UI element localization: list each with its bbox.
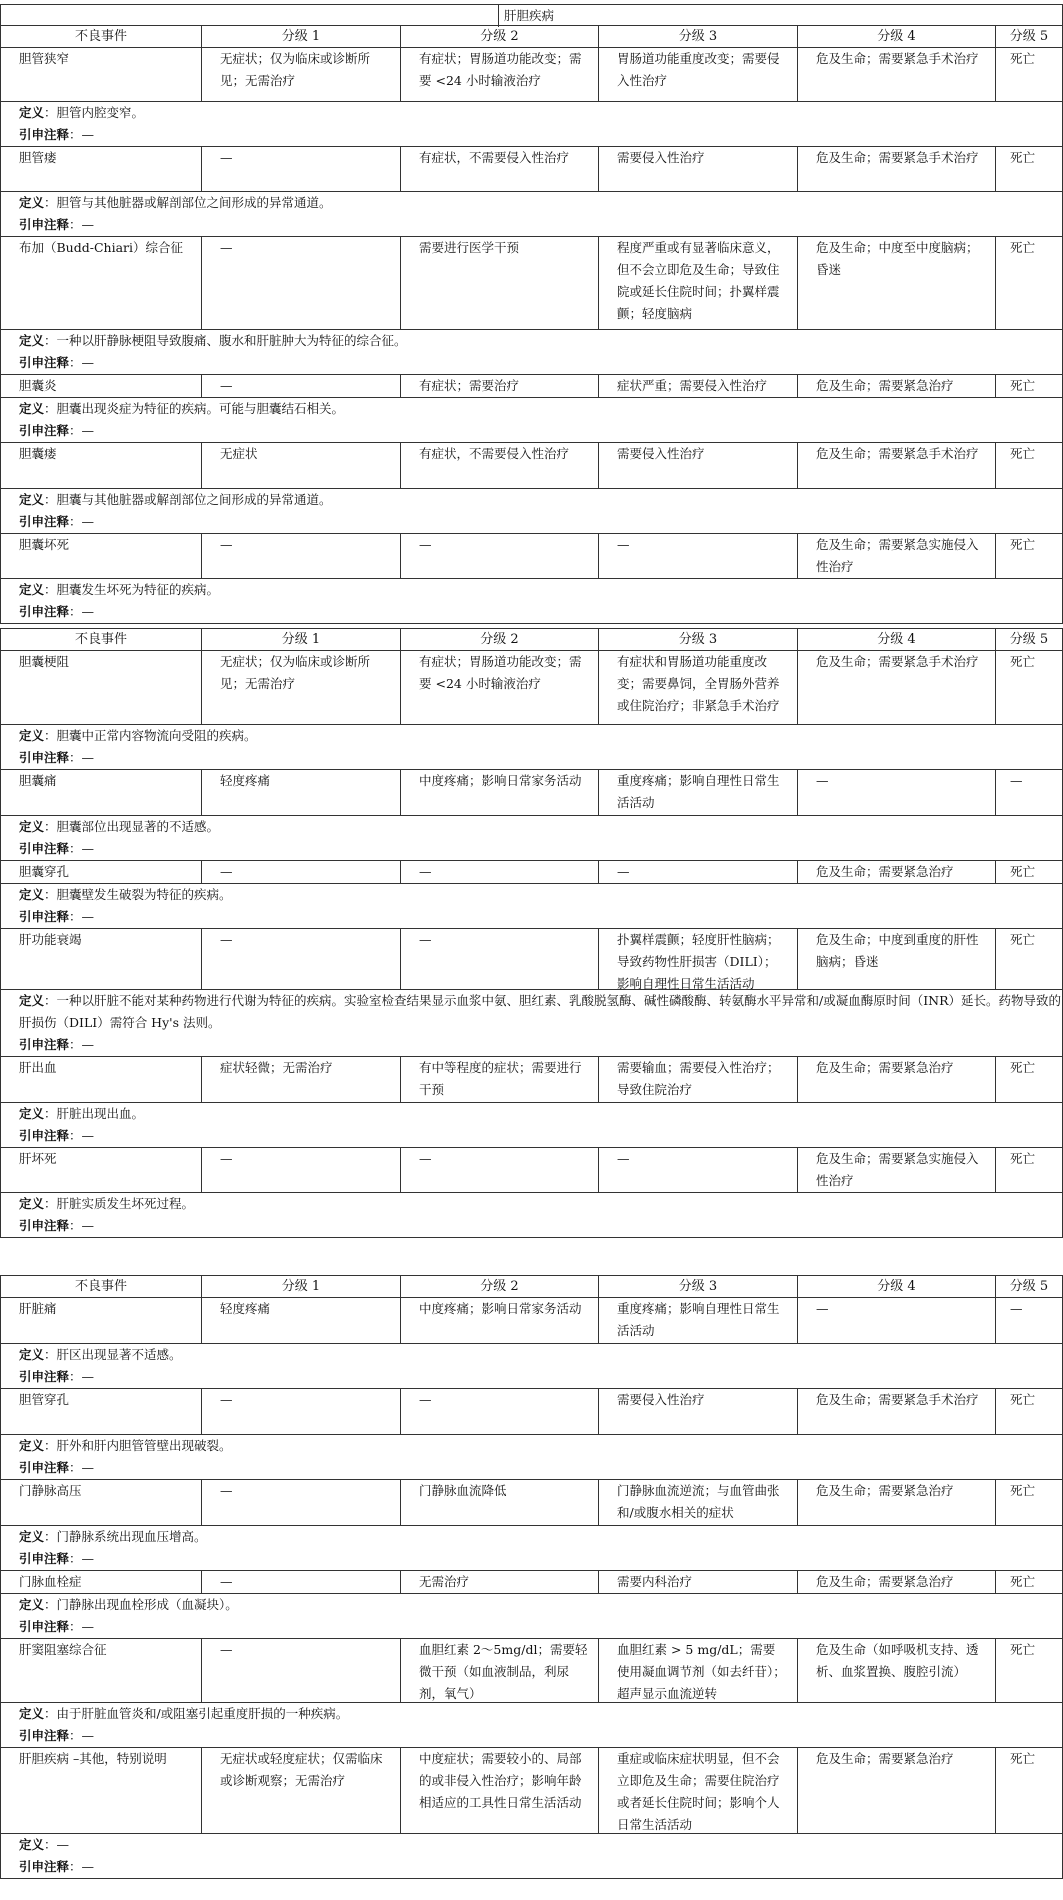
grade-4-cell: 危及生命；需要紧急治疗 bbox=[797, 1571, 995, 1593]
ae-table-section bbox=[0, 25, 1063, 624]
grade-row bbox=[1, 1480, 1062, 1526]
grade-3-cell: 扑翼样震颤；轻度肝性脑病；导致药物性肝损害（DILI）；影响自理性日常生活活动 bbox=[598, 929, 797, 989]
grade-5-cell: 死亡 bbox=[995, 443, 1062, 488]
grade-1-cell: 无症状 bbox=[201, 443, 400, 488]
definition-row bbox=[1, 1526, 1062, 1548]
grade-5-cell: 死亡 bbox=[995, 1639, 1062, 1702]
definition-label: 定义 bbox=[19, 492, 45, 507]
grade-3-cell: 需要侵入性治疗 bbox=[598, 443, 797, 488]
grade-row bbox=[1, 1639, 1062, 1703]
grade-row bbox=[1, 375, 1062, 398]
navigational-note-label: 引申注释 bbox=[19, 909, 70, 924]
grade-3-cell: — bbox=[598, 861, 797, 883]
adverse-event-name: 肝出血 bbox=[19, 1060, 57, 1075]
column-header: 分级 3 bbox=[598, 629, 797, 650]
navigational-note-row bbox=[1, 838, 1062, 860]
grade-3-cell: 胃肠道功能重度改变；需要侵入性治疗 bbox=[598, 48, 797, 101]
grade-2-cell: — bbox=[400, 929, 598, 989]
navigational-note-label: 引申注释 bbox=[19, 1037, 70, 1052]
column-header: 分级 4 bbox=[797, 1276, 995, 1297]
grade-1-cell: — bbox=[201, 1389, 400, 1434]
grade-5-cell: 死亡 bbox=[995, 1571, 1062, 1593]
definition-label: 定义 bbox=[19, 401, 45, 416]
table-header-row bbox=[1, 629, 1062, 651]
adverse-event-name: 胆管瘘 bbox=[19, 150, 57, 165]
adverse-event-entry bbox=[1, 1748, 1062, 1878]
adverse-event-name: 肝功能衰竭 bbox=[19, 932, 82, 947]
column-header: 分级 3 bbox=[598, 26, 797, 47]
column-header: 分级 2 bbox=[400, 1276, 598, 1297]
grade-row bbox=[1, 1571, 1062, 1594]
definition-label: 定义 bbox=[19, 105, 45, 120]
grade-5-cell: 死亡 bbox=[995, 147, 1062, 191]
adverse-event-entry bbox=[1, 861, 1062, 929]
column-header: 分级 2 bbox=[400, 629, 598, 650]
definition-text: ：胆囊与其他脏器或解剖部位之间形成的异常通道。 bbox=[44, 492, 332, 507]
navigational-note-row bbox=[1, 1856, 1062, 1878]
column-header: 分级 5 bbox=[995, 629, 1062, 650]
definition-text: ：胆管与其他脏器或解剖部位之间形成的异常通道。 bbox=[44, 195, 332, 210]
definition-text: ：肝脏实质发生坏死过程。 bbox=[44, 1196, 195, 1211]
grade-4-cell: 危及生命；需要紧急手术治疗 bbox=[797, 651, 995, 724]
adverse-event-entry bbox=[1, 1148, 1062, 1237]
adverse-event-name: 胆管穿孔 bbox=[19, 1392, 70, 1407]
column-header: 分级 3 bbox=[598, 1276, 797, 1297]
definition-row bbox=[1, 330, 1062, 352]
adverse-event-name: 肝窦阻塞综合征 bbox=[19, 1642, 107, 1657]
definition-text: ：胆管内腔变窄。 bbox=[44, 105, 145, 120]
grade-1-cell: 轻度疼痛 bbox=[201, 1298, 400, 1343]
grade-3-cell: 症状严重；需要侵入性治疗 bbox=[598, 375, 797, 397]
grade-4-cell: 危及生命；需要紧急实施侵入性治疗 bbox=[797, 1148, 995, 1192]
grade-1-cell: 症状轻微；无需治疗 bbox=[201, 1057, 400, 1102]
navigational-note-text: ：— bbox=[69, 1619, 95, 1634]
column-header: 不良事件 bbox=[74, 29, 127, 44]
navigational-note-row bbox=[1, 420, 1062, 442]
definition-label: 定义 bbox=[19, 1438, 45, 1453]
grade-3-cell: — bbox=[598, 1148, 797, 1192]
navigational-note-row bbox=[1, 1215, 1062, 1237]
grade-4-cell: 危及生命；需要紧急手术治疗 bbox=[797, 443, 995, 488]
navigational-note-text: ：— bbox=[69, 1460, 95, 1475]
adverse-event-name: 门静脉高压 bbox=[19, 1483, 82, 1498]
grade-1-cell: — bbox=[201, 1480, 400, 1525]
grade-1-cell: — bbox=[201, 1571, 400, 1593]
grade-4-cell: 危及生命；中度到重度的肝性脑病；昏迷 bbox=[797, 929, 995, 989]
navigational-note-label: 引申注释 bbox=[19, 423, 70, 438]
definition-row bbox=[1, 1103, 1062, 1125]
column-header: 分级 1 bbox=[201, 1276, 400, 1297]
grade-2-cell: 血胆红素 2～5mg/dl；需要轻微干预（如血液制品，利尿剂，氧气） bbox=[400, 1639, 598, 1702]
navigational-note-text: ：— bbox=[69, 514, 95, 529]
navigational-note-row bbox=[1, 214, 1062, 236]
grade-5-cell: 死亡 bbox=[995, 1057, 1062, 1102]
navigational-note-label: 引申注释 bbox=[19, 1728, 70, 1743]
definition-row bbox=[1, 1834, 1062, 1856]
grade-1-cell: — bbox=[201, 147, 400, 191]
definition-label: 定义 bbox=[19, 195, 45, 210]
definition-text: ：胆囊中正常内容物流向受阻的疾病。 bbox=[44, 728, 257, 743]
grade-row bbox=[1, 770, 1062, 816]
grade-3-cell: 需要内科治疗 bbox=[598, 1571, 797, 1593]
definition-text: ：肝区出现显著不适感。 bbox=[44, 1347, 182, 1362]
definition-text: ：一种以肝静脉梗阻导致腹痛、腹水和肝脏肿大为特征的综合征。 bbox=[44, 333, 407, 348]
adverse-event-entry bbox=[1, 1571, 1062, 1639]
navigational-note-text: ：— bbox=[69, 1859, 95, 1874]
grade-2-cell: 有症状；胃肠道功能改变；需要 <24 小时输液治疗 bbox=[400, 651, 598, 724]
grade-2-cell: 中度疼痛；影响日常家务活动 bbox=[400, 770, 598, 815]
definition-label: 定义 bbox=[19, 1529, 45, 1544]
adverse-event-entry bbox=[1, 147, 1062, 237]
grade-4-cell: — bbox=[797, 770, 995, 815]
definition-text: ：肝脏出现出血。 bbox=[44, 1106, 145, 1121]
navigational-note-row bbox=[1, 1125, 1062, 1147]
navigational-note-row bbox=[1, 601, 1062, 623]
definition-text: ：肝外和肝内胆管管壁出现破裂。 bbox=[44, 1438, 232, 1453]
grade-row bbox=[1, 1389, 1062, 1435]
definition-text: ：胆囊发生坏死为特征的疾病。 bbox=[44, 582, 220, 597]
ae-table-section bbox=[0, 1275, 1063, 1879]
column-header: 不良事件 bbox=[74, 632, 127, 647]
navigational-note-row bbox=[1, 1034, 1062, 1056]
grade-4-cell: 危及生命；需要紧急治疗 bbox=[797, 1480, 995, 1525]
grade-5-cell: 死亡 bbox=[995, 48, 1062, 101]
definition-row bbox=[1, 579, 1062, 601]
navigational-note-text: ：— bbox=[69, 1551, 95, 1566]
navigational-note-row bbox=[1, 1548, 1062, 1570]
grade-5-cell: — bbox=[995, 770, 1062, 815]
grade-5-cell: 死亡 bbox=[995, 861, 1062, 883]
grade-5-cell: 死亡 bbox=[995, 929, 1062, 989]
adverse-event-name: 胆囊梗阻 bbox=[19, 654, 70, 669]
definition-label: 定义 bbox=[19, 1597, 45, 1612]
definition-text: ：— bbox=[44, 1837, 70, 1852]
adverse-event-name: 胆囊瘘 bbox=[19, 446, 57, 461]
grade-3-cell: 需要侵入性治疗 bbox=[598, 1389, 797, 1434]
column-header: 分级 5 bbox=[995, 26, 1062, 47]
column-header: 不良事件 bbox=[74, 1279, 127, 1294]
grade-3-cell: 程度严重或有显著临床意义，但不会立即危及生命；导致住院或延长住院时间；扑翼样震颤；轻度脑病 bbox=[598, 237, 797, 329]
definition-row bbox=[1, 398, 1062, 420]
definition-row bbox=[1, 1703, 1062, 1725]
adverse-event-name: 肝胆疾病 –其他，特别说明 bbox=[19, 1751, 167, 1766]
grade-5-cell: 死亡 bbox=[995, 534, 1062, 578]
definition-row bbox=[1, 1594, 1062, 1616]
grade-row bbox=[1, 1748, 1062, 1834]
navigational-note-label: 引申注释 bbox=[19, 1551, 70, 1566]
grade-2-cell: 门静脉血流降低 bbox=[400, 1480, 598, 1525]
definition-row bbox=[1, 884, 1062, 906]
grade-1-cell: — bbox=[201, 1148, 400, 1192]
definition-row bbox=[1, 489, 1062, 511]
grade-2-cell: 无需治疗 bbox=[400, 1571, 598, 1593]
ae-table-section bbox=[0, 628, 1063, 1238]
navigational-note-label: 引申注释 bbox=[19, 1369, 70, 1384]
definition-label: 定义 bbox=[19, 1347, 45, 1362]
grade-2-cell: 有症状，不需要侵入性治疗 bbox=[400, 147, 598, 191]
definition-label: 定义 bbox=[19, 1837, 45, 1852]
adverse-event-entry bbox=[1, 534, 1062, 623]
navigational-note-text: ：— bbox=[69, 1218, 95, 1233]
grade-4-cell: 危及生命；需要紧急治疗 bbox=[797, 861, 995, 883]
grade-4-cell: 危及生命；需要紧急治疗 bbox=[797, 1748, 995, 1833]
navigational-note-text: ：— bbox=[69, 1128, 95, 1143]
grade-2-cell: 有中等程度的症状；需要进行干预 bbox=[400, 1057, 598, 1102]
definition-row bbox=[1, 1344, 1062, 1366]
grade-2-cell: — bbox=[400, 861, 598, 883]
navigational-note-row bbox=[1, 1366, 1062, 1388]
definition-text: ：胆囊出现炎症为特征的疾病。可能与胆囊结石相关。 bbox=[44, 401, 345, 416]
adverse-event-entry bbox=[1, 1480, 1062, 1571]
adverse-event-name: 胆管狭窄 bbox=[19, 51, 70, 66]
definition-row bbox=[1, 725, 1062, 747]
adverse-event-name: 肝坏死 bbox=[19, 1151, 57, 1166]
adverse-event-entry bbox=[1, 375, 1062, 443]
grade-5-cell: — bbox=[995, 1298, 1062, 1343]
navigational-note-label: 引申注释 bbox=[19, 514, 70, 529]
navigational-note-text: ：— bbox=[69, 1728, 95, 1743]
adverse-event-name: 胆囊炎 bbox=[19, 378, 57, 393]
grade-1-cell: — bbox=[201, 1639, 400, 1702]
navigational-note-row bbox=[1, 747, 1062, 769]
grade-4-cell: 危及生命；需要紧急治疗 bbox=[797, 375, 995, 397]
column-header: 分级 4 bbox=[797, 629, 995, 650]
navigational-note-text: ：— bbox=[69, 1369, 95, 1384]
navigational-note-label: 引申注释 bbox=[19, 1460, 70, 1475]
adverse-event-name: 胆囊痛 bbox=[19, 773, 57, 788]
column-header: 分级 1 bbox=[201, 26, 400, 47]
definition-row bbox=[1, 816, 1062, 838]
grade-3-cell: 重度疼痛；影响自理性日常生活活动 bbox=[598, 1298, 797, 1343]
definition-row bbox=[1, 990, 1062, 1034]
navigational-note-label: 引申注释 bbox=[19, 355, 70, 370]
navigational-note-text: ：— bbox=[69, 355, 95, 370]
grade-row bbox=[1, 48, 1062, 102]
grade-5-cell: 死亡 bbox=[995, 375, 1062, 397]
adverse-event-entry bbox=[1, 1389, 1062, 1480]
definition-row bbox=[1, 1435, 1062, 1457]
navigational-note-row bbox=[1, 1725, 1062, 1747]
column-header: 分级 1 bbox=[201, 629, 400, 650]
navigational-note-label: 引申注释 bbox=[19, 217, 70, 232]
navigational-note-label: 引申注释 bbox=[19, 1218, 70, 1233]
grade-3-cell: 有症状和胃肠道功能重度改变；需要鼻饲，全胃肠外营养或住院治疗；非紧急手术治疗 bbox=[598, 651, 797, 724]
grade-3-cell: 需要侵入性治疗 bbox=[598, 147, 797, 191]
grade-row bbox=[1, 929, 1062, 990]
grade-4-cell: 危及生命；需要紧急手术治疗 bbox=[797, 48, 995, 101]
grade-1-cell: — bbox=[201, 534, 400, 578]
navigational-note-label: 引申注释 bbox=[19, 1859, 70, 1874]
grade-4-cell: 危及生命（如呼吸机支持、透析、血浆置换、腹腔引流） bbox=[797, 1639, 995, 1702]
grade-2-cell: 有症状；胃肠道功能改变；需要 <24 小时输液治疗 bbox=[400, 48, 598, 101]
grade-1-cell: — bbox=[201, 929, 400, 989]
grade-3-cell: 血胆红素 > 5 mg/dL；需要使用凝血调节剂（如去纤苷）；超声显示血流逆转 bbox=[598, 1639, 797, 1702]
table-header-row bbox=[1, 1276, 1062, 1298]
grade-1-cell: — bbox=[201, 861, 400, 883]
grade-2-cell: 需要进行医学干预 bbox=[400, 237, 598, 329]
grade-row bbox=[1, 534, 1062, 579]
navigational-note-row bbox=[1, 352, 1062, 374]
grade-3-cell: — bbox=[598, 534, 797, 578]
navigational-note-label: 引申注释 bbox=[19, 1128, 70, 1143]
chapter-title: 肝胆疾病 bbox=[498, 5, 554, 27]
definition-label: 定义 bbox=[19, 1706, 45, 1721]
grade-row bbox=[1, 1057, 1062, 1103]
grade-2-cell: — bbox=[400, 534, 598, 578]
adverse-event-entry bbox=[1, 651, 1062, 770]
grade-3-cell: 重度疼痛；影响自理性日常生活活动 bbox=[598, 770, 797, 815]
grade-4-cell: 危及生命；中度至中度脑病；昏迷 bbox=[797, 237, 995, 329]
grade-5-cell: 死亡 bbox=[995, 237, 1062, 329]
definition-text: ：门静脉出现血栓形成（血凝块）。 bbox=[44, 1597, 238, 1612]
grade-5-cell: 死亡 bbox=[995, 1480, 1062, 1525]
definition-label: 定义 bbox=[19, 582, 45, 597]
grade-row bbox=[1, 237, 1062, 330]
adverse-event-entry bbox=[1, 770, 1062, 861]
navigational-note-label: 引申注释 bbox=[19, 1619, 70, 1634]
adverse-event-name: 门脉血栓症 bbox=[19, 1574, 82, 1589]
navigational-note-row bbox=[1, 511, 1062, 533]
grade-2-cell: 中度症状；需要较小的、局部的或非侵入性治疗；影响年龄相适应的工具性日常生活活动 bbox=[400, 1748, 598, 1833]
grade-2-cell: 有症状；需要治疗 bbox=[400, 375, 598, 397]
definition-text: ：胆囊壁发生破裂为特征的疾病。 bbox=[44, 887, 232, 902]
column-header: 分级 4 bbox=[797, 26, 995, 47]
grade-3-cell: 需要输血；需要侵入性治疗；导致住院治疗 bbox=[598, 1057, 797, 1102]
grade-5-cell: 死亡 bbox=[995, 1389, 1062, 1434]
grade-4-cell: 危及生命；需要紧急手术治疗 bbox=[797, 147, 995, 191]
definition-label: 定义 bbox=[19, 993, 45, 1008]
definition-label: 定义 bbox=[19, 887, 45, 902]
grade-4-cell: 危及生命；需要紧急手术治疗 bbox=[797, 1389, 995, 1434]
navigational-note-text: ：— bbox=[69, 750, 95, 765]
grade-3-cell: 重症或临床症状明显，但不会立即危及生命；需要住院治疗或者延长住院时间；影响个人日常生活活动 bbox=[598, 1748, 797, 1833]
definition-row bbox=[1, 1193, 1062, 1215]
grade-2-cell: 中度疼痛；影响日常家务活动 bbox=[400, 1298, 598, 1343]
grade-2-cell: — bbox=[400, 1148, 598, 1192]
adverse-event-name: 胆囊坏死 bbox=[19, 537, 70, 552]
navigational-note-text: ：— bbox=[69, 1037, 95, 1052]
table-header-row bbox=[1, 26, 1062, 48]
grade-1-cell: 无症状；仅为临床或诊断所见；无需治疗 bbox=[201, 48, 400, 101]
definition-row bbox=[1, 192, 1062, 214]
grade-2-cell: — bbox=[400, 1389, 598, 1434]
grade-row bbox=[1, 651, 1062, 725]
grade-1-cell: — bbox=[201, 375, 400, 397]
column-header: 分级 5 bbox=[995, 1276, 1062, 1297]
navigational-note-text: ：— bbox=[69, 604, 95, 619]
navigational-note-row bbox=[1, 1457, 1062, 1479]
definition-text: ：胆囊部位出现显著的不适感。 bbox=[44, 819, 220, 834]
definition-text: ：由于肝脏血管炎和/或阻塞引起重度肝损的一种疾病。 bbox=[44, 1706, 349, 1721]
navigational-note-label: 引申注释 bbox=[19, 127, 70, 142]
adverse-event-entry bbox=[1, 443, 1062, 534]
navigational-note-row bbox=[1, 906, 1062, 928]
adverse-event-entry bbox=[1, 1298, 1062, 1389]
grade-5-cell: 死亡 bbox=[995, 651, 1062, 724]
definition-text: ：一种以肝脏不能对某种药物进行代谢为特征的疾病。实验室检查结果显示血浆中氨、胆红素、乳酸脱氢酶、碱性磷酸酶、转氨酶水平异常和/或凝血酶原时间（INR）延长。药物导致的肝损伤（DILI）需符合 Hy's 法则。 bbox=[19, 993, 1062, 1030]
chapter-title-bar bbox=[0, 4, 1063, 26]
definition-label: 定义 bbox=[19, 1196, 45, 1211]
navigational-note-text: ：— bbox=[69, 217, 95, 232]
grade-4-cell: — bbox=[797, 1298, 995, 1343]
navigational-note-row bbox=[1, 124, 1062, 146]
definition-row bbox=[1, 102, 1062, 124]
column-header: 分级 2 bbox=[400, 26, 598, 47]
adverse-event-entry bbox=[1, 237, 1062, 375]
adverse-event-entry bbox=[1, 48, 1062, 147]
grade-row bbox=[1, 147, 1062, 192]
grade-1-cell: — bbox=[201, 237, 400, 329]
definition-label: 定义 bbox=[19, 333, 45, 348]
grade-4-cell: 危及生命；需要紧急实施侵入性治疗 bbox=[797, 534, 995, 578]
grade-5-cell: 死亡 bbox=[995, 1748, 1062, 1833]
definition-text: ：门静脉系统出现血压增高。 bbox=[44, 1529, 207, 1544]
grade-row bbox=[1, 443, 1062, 489]
grade-1-cell: 轻度疼痛 bbox=[201, 770, 400, 815]
adverse-event-name: 胆囊穿孔 bbox=[19, 864, 70, 879]
navigational-note-text: ：— bbox=[69, 841, 95, 856]
navigational-note-label: 引申注释 bbox=[19, 604, 70, 619]
grade-4-cell: 危及生命；需要紧急治疗 bbox=[797, 1057, 995, 1102]
adverse-event-name: 布加（Budd-Chiari）综合征 bbox=[19, 240, 184, 255]
grade-1-cell: 无症状或轻度症状；仅需临床或诊断观察；无需治疗 bbox=[201, 1748, 400, 1833]
navigational-note-row bbox=[1, 1616, 1062, 1638]
adverse-event-entry bbox=[1, 1057, 1062, 1148]
definition-label: 定义 bbox=[19, 1106, 45, 1121]
navigational-note-text: ：— bbox=[69, 127, 95, 142]
navigational-note-text: ：— bbox=[69, 423, 95, 438]
adverse-event-entry bbox=[1, 1639, 1062, 1748]
definition-label: 定义 bbox=[19, 728, 45, 743]
grade-row bbox=[1, 1298, 1062, 1344]
grade-row bbox=[1, 861, 1062, 884]
grade-row bbox=[1, 1148, 1062, 1193]
grade-2-cell: 有症状，不需要侵入性治疗 bbox=[400, 443, 598, 488]
adverse-event-entry bbox=[1, 929, 1062, 1057]
navigational-note-text: ：— bbox=[69, 909, 95, 924]
navigational-note-label: 引申注释 bbox=[19, 841, 70, 856]
adverse-event-name: 肝脏痛 bbox=[19, 1301, 57, 1316]
grade-5-cell: 死亡 bbox=[995, 1148, 1062, 1192]
grade-1-cell: 无症状；仅为临床或诊断所见；无需治疗 bbox=[201, 651, 400, 724]
definition-label: 定义 bbox=[19, 819, 45, 834]
navigational-note-label: 引申注释 bbox=[19, 750, 70, 765]
grade-3-cell: 门静脉血流逆流；与血管曲张和/或腹水相关的症状 bbox=[598, 1480, 797, 1525]
